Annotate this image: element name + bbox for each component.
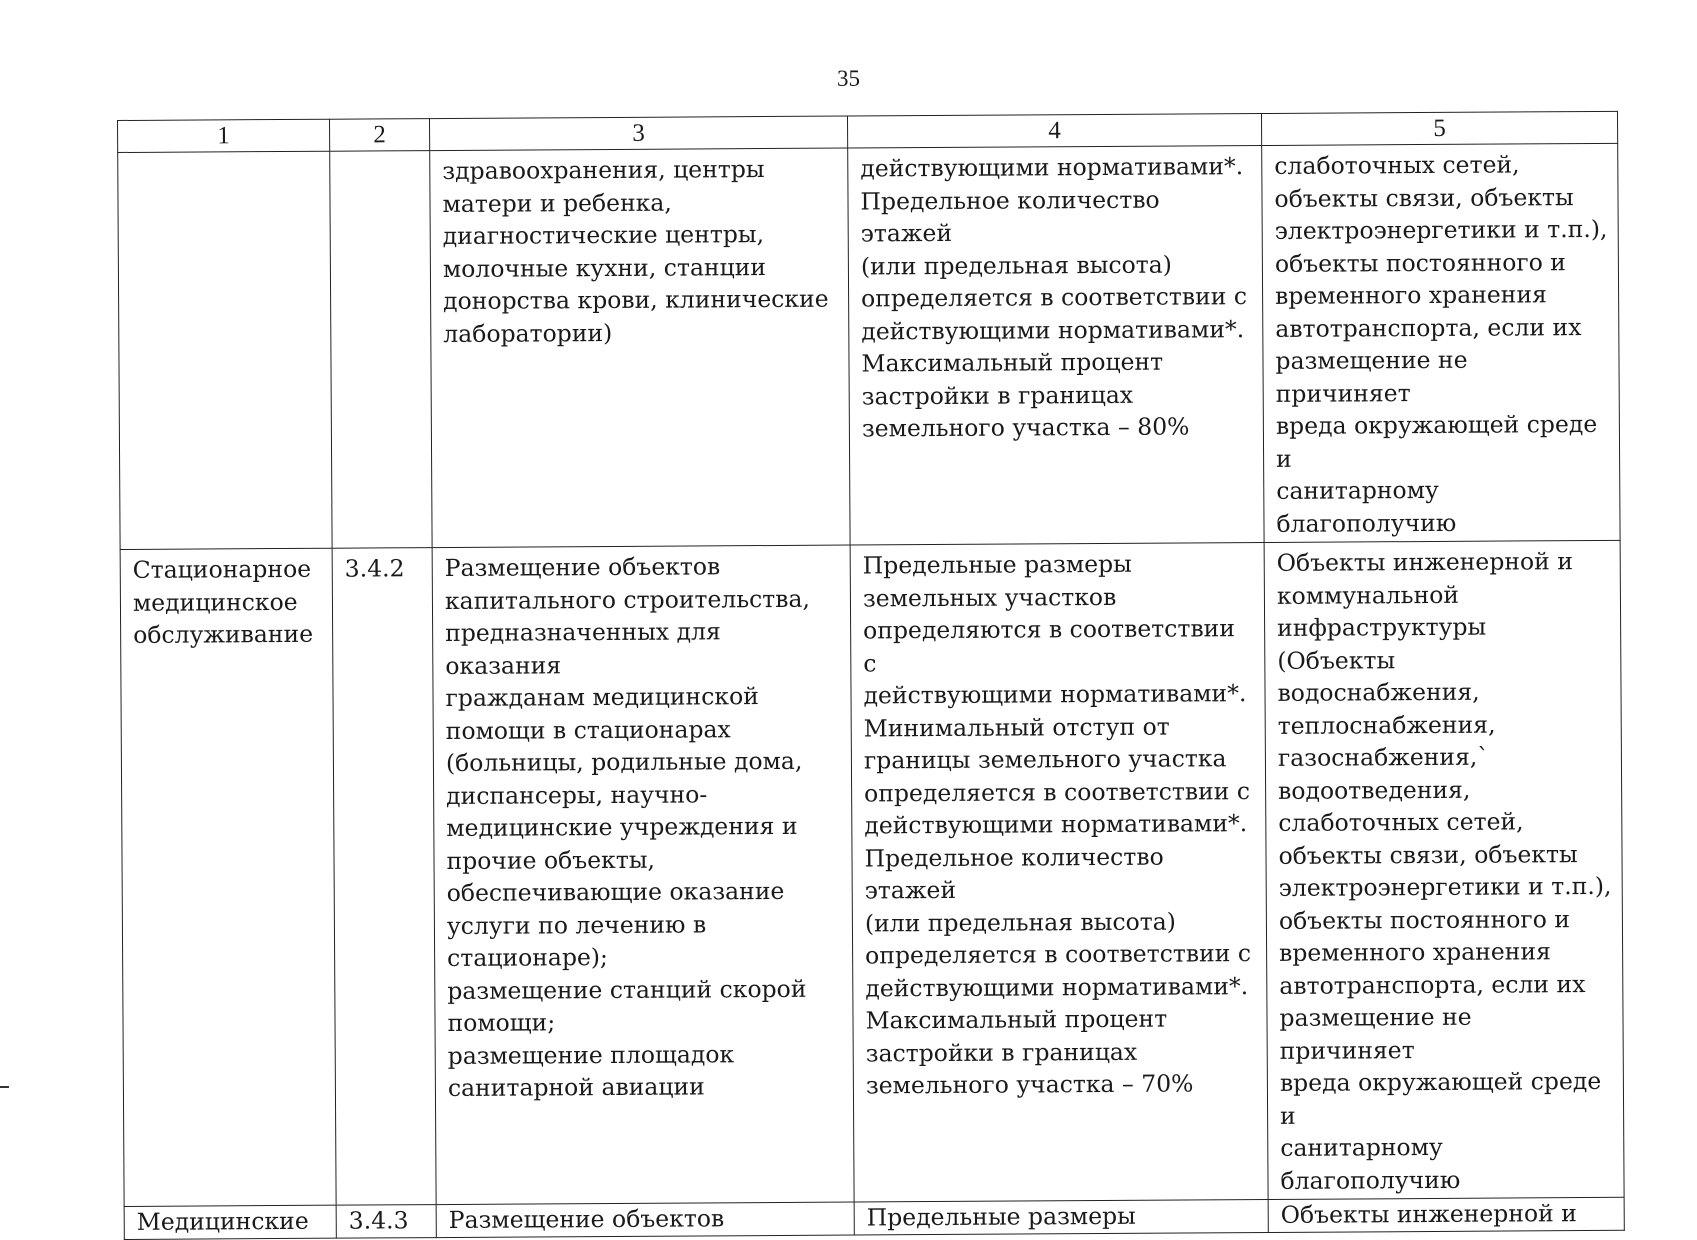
- cell-auxiliary-uses: [1264, 540, 1624, 1199]
- cell-text: Стационарное медицинское обслуживание: [133, 553, 323, 652]
- header-col-1: 1: [118, 119, 330, 152]
- cell-text: Объекты инженерной и: [1281, 1198, 1614, 1230]
- cell-parameters: [848, 146, 1264, 546]
- cell-auxiliary-uses: [1268, 1197, 1624, 1232]
- cell-text: Объекты инженерной и коммунальной инфраструктуры (Объекты водоснабжения, теплоснабжения, газоснабжения,` водоотведения, слаботочных сетей, объекты связи, объекты электроэнергетики и т.п.), объекты постоянного и временного хранения автотранспорта, если их размещение не причиняет вреда окружающей среде и санитарному благополучию: [1277, 545, 1614, 1197]
- header-col-5: 5: [1261, 111, 1617, 145]
- cell-text: слаботочных сетей, объекты связи, объекты электроэнергетики и т.п.), объекты постоянного и временного хранения автотранспорта, если их размещение не причиняет вреда окружающей среде и санитарному благополучию: [1274, 148, 1609, 540]
- cell-text: 3.4.3: [349, 1205, 426, 1235]
- cell-text: Размещение объектов капитального строительства, предназначенных для оказания гражданам медицинской помощи в стационарах (больницы, родильные дома, диспансеры, научно- медицинские учреждения и прочие объекты, обеспечивающие оказание услуги по лечению в стационаре); размещение станций скорой помощи; размещение площадок санитарной авиации: [445, 550, 843, 1105]
- cell-description: [432, 545, 854, 1205]
- page-number: 35: [0, 66, 1697, 92]
- table-row: [118, 143, 1620, 549]
- cell-text: Предельные размеры земельных участков определяются в соответствии с действующими нормативами*. Минимальный отступ от границы земельного участка определяется в соответствии с действующими нормативами*. Предельное количество этажей (или предельная высота) определяется в соответствии с действующими нормативами*. Максимальный процент застройки в границах земельного участка – 70%: [863, 547, 1257, 1102]
- cell-parameters: [850, 543, 1268, 1203]
- cell-text: [130, 156, 319, 157]
- cell-description: [436, 1202, 854, 1238]
- cell-text: Размещение объектов: [449, 1203, 844, 1235]
- cell-use-name: [124, 1205, 336, 1239]
- cell-use-name: [120, 548, 336, 1206]
- cell-code: [336, 1205, 436, 1239]
- cell-use-name: [118, 151, 332, 549]
- cell-parameters: [854, 1199, 1268, 1235]
- cell-text: 3.4.2: [345, 552, 422, 585]
- cell-code: [332, 548, 436, 1206]
- margin-mark: [0, 1086, 9, 1088]
- header-col-3: 3: [429, 116, 847, 151]
- cell-description: [430, 148, 850, 548]
- header-col-4: 4: [847, 114, 1261, 149]
- cell-text: Предельные размеры: [867, 1200, 1258, 1232]
- header-col-2: 2: [329, 119, 429, 152]
- cell-text: действующими нормативами*. Предельное количество этажей (или предельная высота) определяется в соответствии с действующими нормативами*. Максимальный процент застройки в границах земельного участка – 80%: [860, 150, 1253, 445]
- cell-auxiliary-uses: [1262, 143, 1620, 542]
- cell-code: [330, 151, 432, 549]
- cell-text: здравоохранения, центры матери и ребенка, диагностические центры, молочные кухни, станции донорства крови, клинические лаборатории): [442, 153, 838, 350]
- regulations-table: [117, 111, 1625, 1240]
- table-row: [120, 540, 1624, 1206]
- cell-text: Медицинские: [137, 1206, 326, 1237]
